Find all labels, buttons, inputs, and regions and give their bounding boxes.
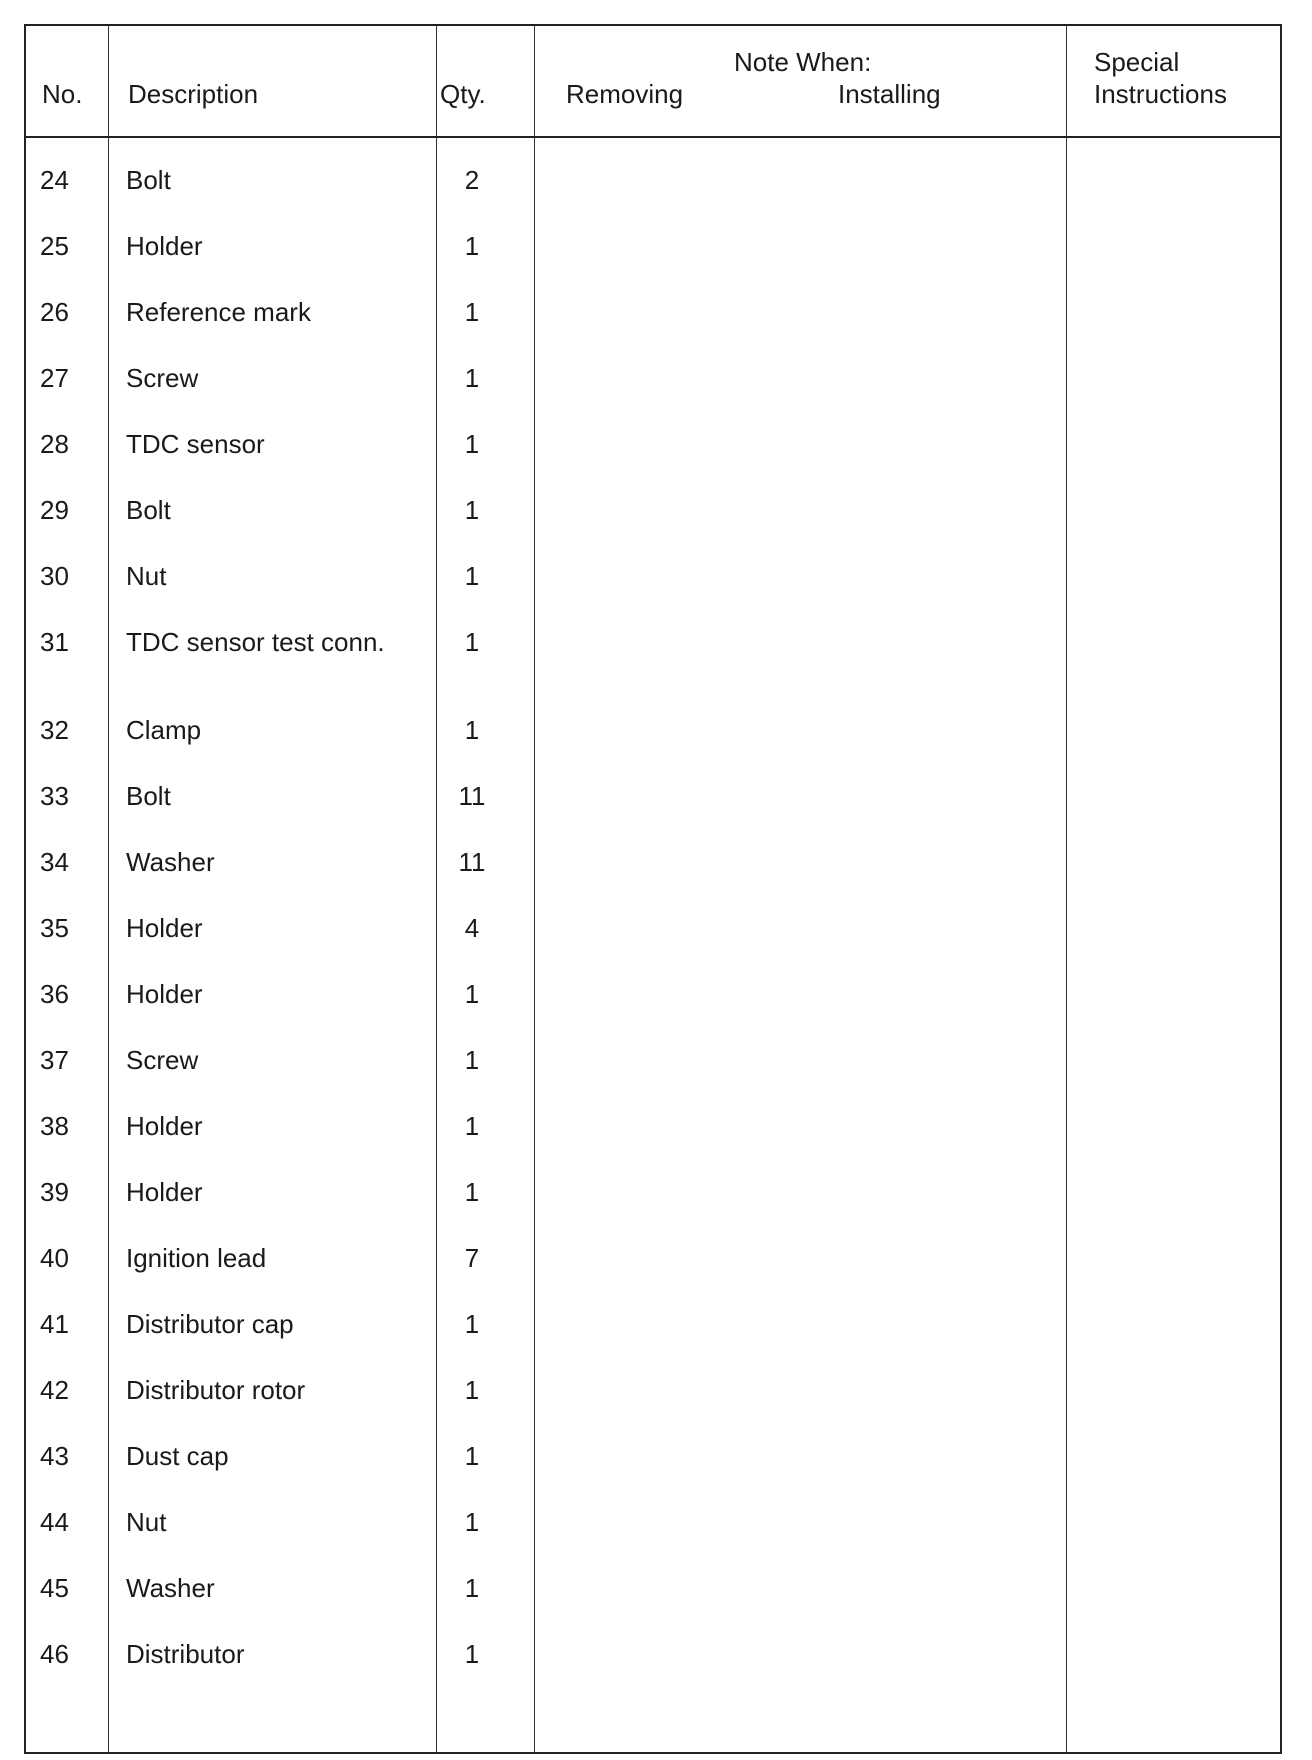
row-quantity: 1 xyxy=(464,1507,480,1537)
col-divider-qty xyxy=(534,26,535,1752)
row-description: Distributor rotor xyxy=(126,1375,306,1405)
row-quantity: 1 xyxy=(464,1111,480,1141)
row-quantity: 1 xyxy=(464,1639,480,1669)
row-quantity: 11 xyxy=(458,847,486,877)
header-no: No. xyxy=(42,79,83,109)
header-special: Special xyxy=(1094,47,1180,77)
row-quantity: 1 xyxy=(464,1309,480,1339)
header-qty: Qty. xyxy=(440,79,486,109)
row-quantity: 1 xyxy=(464,1441,480,1471)
col-divider-desc xyxy=(436,26,437,1752)
row-quantity: 1 xyxy=(464,627,480,657)
row-description: Ignition lead xyxy=(126,1243,267,1273)
row-number: 43 xyxy=(40,1441,69,1471)
row-description: Bolt xyxy=(126,495,171,525)
row-number: 34 xyxy=(40,847,69,877)
row-number: 36 xyxy=(40,979,69,1009)
row-number: 39 xyxy=(40,1177,69,1207)
row-number: 46 xyxy=(40,1639,69,1669)
col-divider-note xyxy=(1066,26,1067,1752)
row-description: Distributor xyxy=(126,1639,245,1669)
row-number: 37 xyxy=(40,1045,69,1075)
row-number: 45 xyxy=(40,1573,69,1603)
row-description: Screw xyxy=(126,363,199,393)
row-number: 26 xyxy=(40,297,69,327)
row-description: Holder xyxy=(126,913,203,943)
row-number: 24 xyxy=(40,165,69,195)
header-description: Description xyxy=(128,79,259,109)
row-number: 28 xyxy=(40,429,69,459)
row-number: 29 xyxy=(40,495,69,525)
row-description: Holder xyxy=(126,231,203,261)
row-quantity: 11 xyxy=(458,781,486,811)
row-number: 35 xyxy=(40,913,69,943)
row-description: Dust cap xyxy=(126,1441,229,1471)
header-removing: Removing xyxy=(566,79,684,109)
row-number: 42 xyxy=(40,1375,69,1405)
row-number: 31 xyxy=(40,627,69,657)
row-quantity: 4 xyxy=(464,913,480,943)
row-number: 30 xyxy=(40,561,69,591)
row-number: 44 xyxy=(40,1507,69,1537)
row-quantity: 1 xyxy=(464,363,480,393)
row-description: Distributor cap xyxy=(126,1309,294,1339)
row-description: Bolt xyxy=(126,165,171,195)
row-description: Washer xyxy=(126,1573,215,1603)
row-number: 25 xyxy=(40,231,69,261)
parts-table xyxy=(24,24,1282,1754)
row-description: Screw xyxy=(126,1045,199,1075)
header-note-when: Note When: xyxy=(734,47,872,77)
row-description: Nut xyxy=(126,1507,167,1537)
row-description: Holder xyxy=(126,979,203,1009)
row-description: Reference mark xyxy=(126,297,311,327)
row-quantity: 1 xyxy=(464,1375,480,1405)
row-description: Clamp xyxy=(126,715,202,745)
row-quantity: 1 xyxy=(464,561,480,591)
row-number: 38 xyxy=(40,1111,69,1141)
row-description: Nut xyxy=(126,561,167,591)
row-number: 32 xyxy=(40,715,69,745)
row-quantity: 1 xyxy=(464,979,480,1009)
header-installing: Installing xyxy=(838,79,941,109)
header-instructions: Instructions xyxy=(1094,79,1227,109)
row-number: 40 xyxy=(40,1243,69,1273)
row-number: 27 xyxy=(40,363,69,393)
row-quantity: 1 xyxy=(464,1573,480,1603)
row-description: TDC sensor test conn. xyxy=(126,627,385,657)
row-quantity: 1 xyxy=(464,1045,480,1075)
row-description: Bolt xyxy=(126,781,171,811)
row-quantity: 1 xyxy=(464,429,480,459)
row-quantity: 1 xyxy=(464,495,480,525)
row-quantity: 1 xyxy=(464,1177,480,1207)
row-description: Washer xyxy=(126,847,215,877)
row-number: 41 xyxy=(40,1309,69,1339)
row-description: TDC sensor xyxy=(126,429,265,459)
row-quantity: 1 xyxy=(464,297,480,327)
row-description: Holder xyxy=(126,1111,203,1141)
col-divider-no xyxy=(108,26,109,1752)
row-quantity: 1 xyxy=(464,231,480,261)
row-quantity: 7 xyxy=(464,1243,480,1273)
row-description: Holder xyxy=(126,1177,203,1207)
header-divider xyxy=(26,136,1280,138)
row-number: 33 xyxy=(40,781,69,811)
row-quantity: 1 xyxy=(464,715,480,745)
row-quantity: 2 xyxy=(464,165,480,195)
